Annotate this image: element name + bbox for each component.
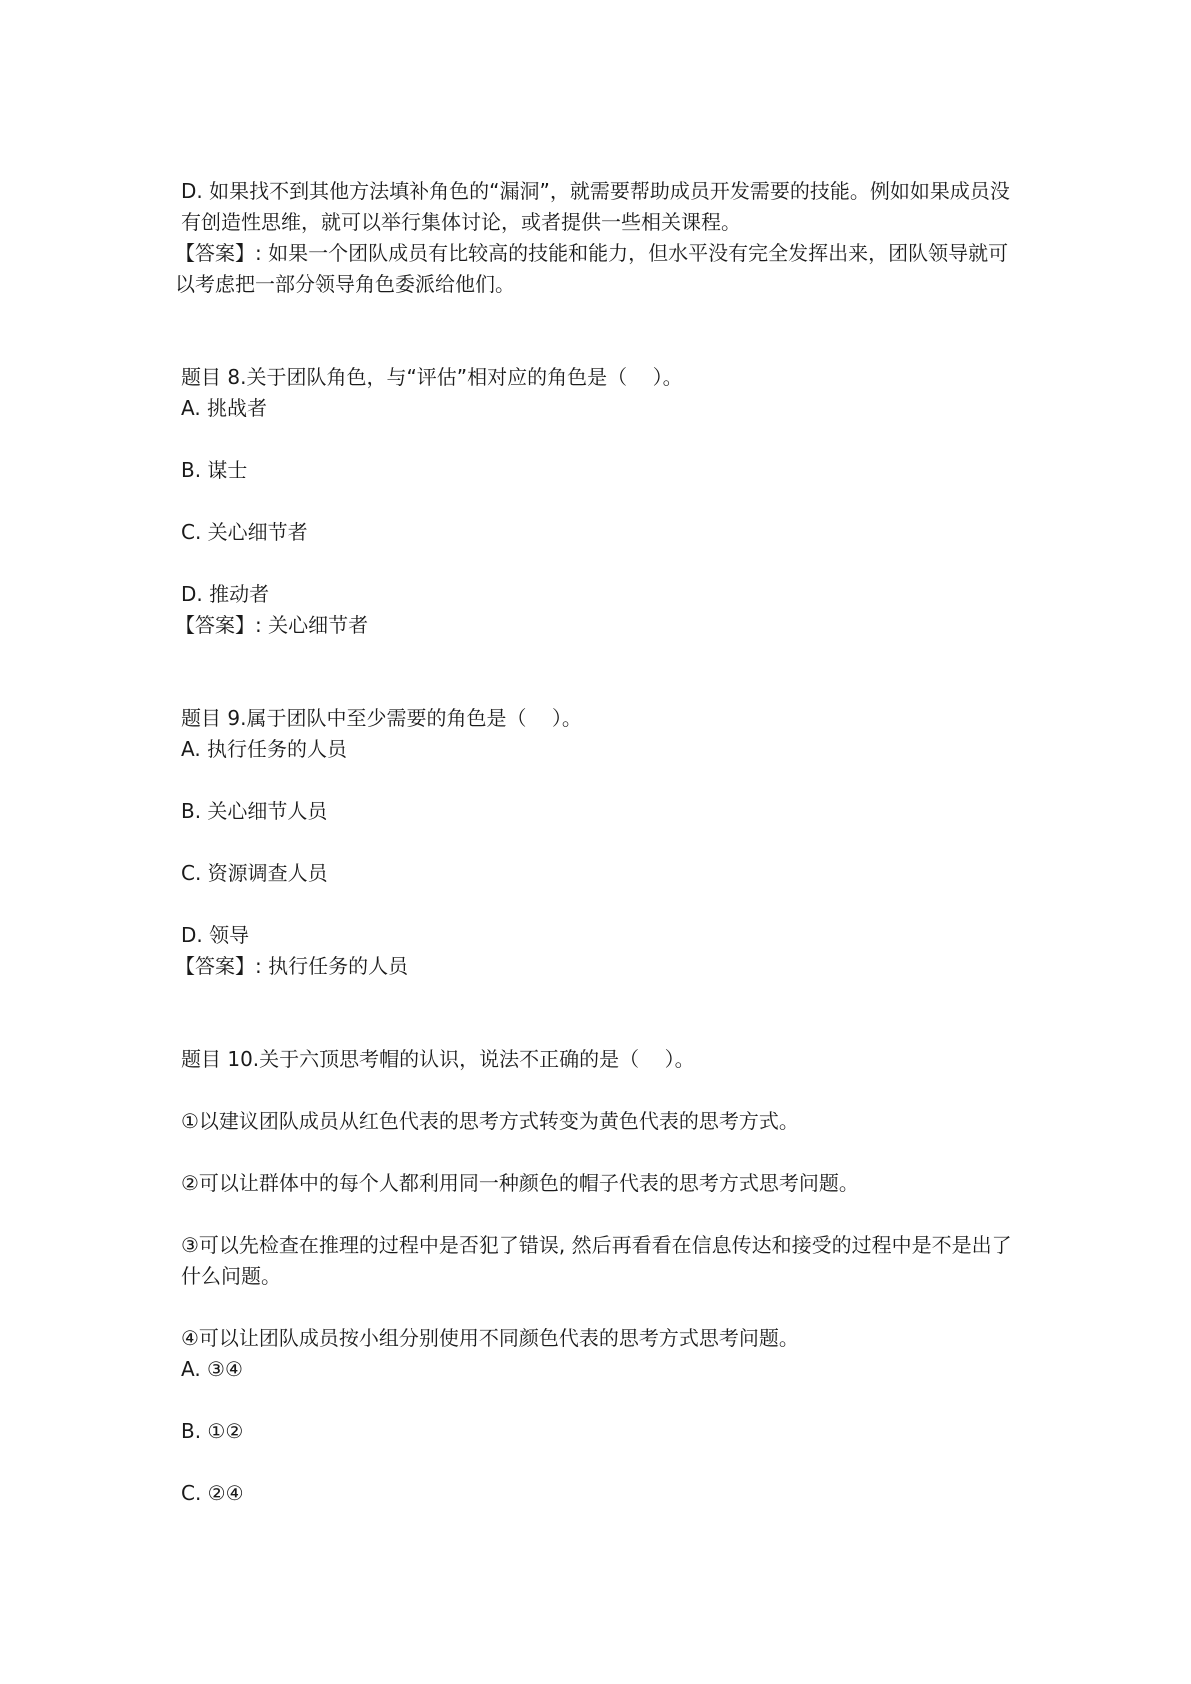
prev-question-option-d: D. 如果找不到其他方法填补角色的“漏洞”，就需要帮助成员开发需要的技能。例如如果成员没有创造性思维，就可以举行集体讨论，或者提供一些相关课程。 <box>181 179 1010 234</box>
question-9-option-d: D. 领导 <box>181 923 250 947</box>
question-10-title: 题目 10.关于六顶思考帽的认识，说法不正确的是（ ）。 <box>181 1047 695 1071</box>
question-9-option-a: A. 执行任务的人员 <box>181 737 348 761</box>
question-8 <box>175 362 1021 641</box>
question-10-item-1: ①以建议团队成员从红色代表的思考方式转变为黄色代表的思考方式。 <box>181 1109 799 1133</box>
question-9-option-b: B. 关心细节人员 <box>181 799 328 823</box>
question-8-answer: 【答案】: 关心细节者 <box>175 613 369 637</box>
question-10-item-2: ②可以让群体中的每个人都利用同一种颜色的帽子代表的思考方式思考问题。 <box>181 1171 859 1195</box>
question-9 <box>175 703 1021 982</box>
question-9-option-c: C. 资源调查人员 <box>181 861 328 885</box>
question-9-title: 题目 9.属于团队中至少需要的角色是（ ）。 <box>181 706 582 730</box>
question-8-option-a: A. 挑战者 <box>181 396 268 420</box>
question-10 <box>181 1044 1021 1509</box>
question-9-answer: 【答案】: 执行任务的人员 <box>175 954 409 978</box>
question-8-title: 题目 8.关于团队角色，与“评估”相对应的角色是（ ）。 <box>181 365 683 389</box>
question-10-item-3: ③可以先检查在推理的过程中是否犯了错误, 然后再看看在信息传达和接受的过程中是不是出了什么问题。 <box>181 1233 1012 1288</box>
question-8-option-b: B. 谋士 <box>181 458 248 482</box>
question-10-item-4: ④可以让团队成员按小组分别使用不同颜色代表的思考方式思考问题。 <box>181 1326 799 1350</box>
question-10-option-a: A. ③④ <box>181 1357 243 1381</box>
document-content <box>175 176 1021 1509</box>
prev-question-answer: 【答案】: 如果一个团队成员有比较高的技能和能力，但水平没有完全发挥出来，团队领导就可以考虑把一部分领导角色委派给他们。 <box>175 241 1009 296</box>
question-10-option-b: B. ①② <box>181 1419 244 1443</box>
question-8-option-c: C. 关心细节者 <box>181 520 308 544</box>
question-8-option-d: D. 推动者 <box>181 582 270 606</box>
question-10-option-c: C. ②④ <box>181 1481 244 1505</box>
